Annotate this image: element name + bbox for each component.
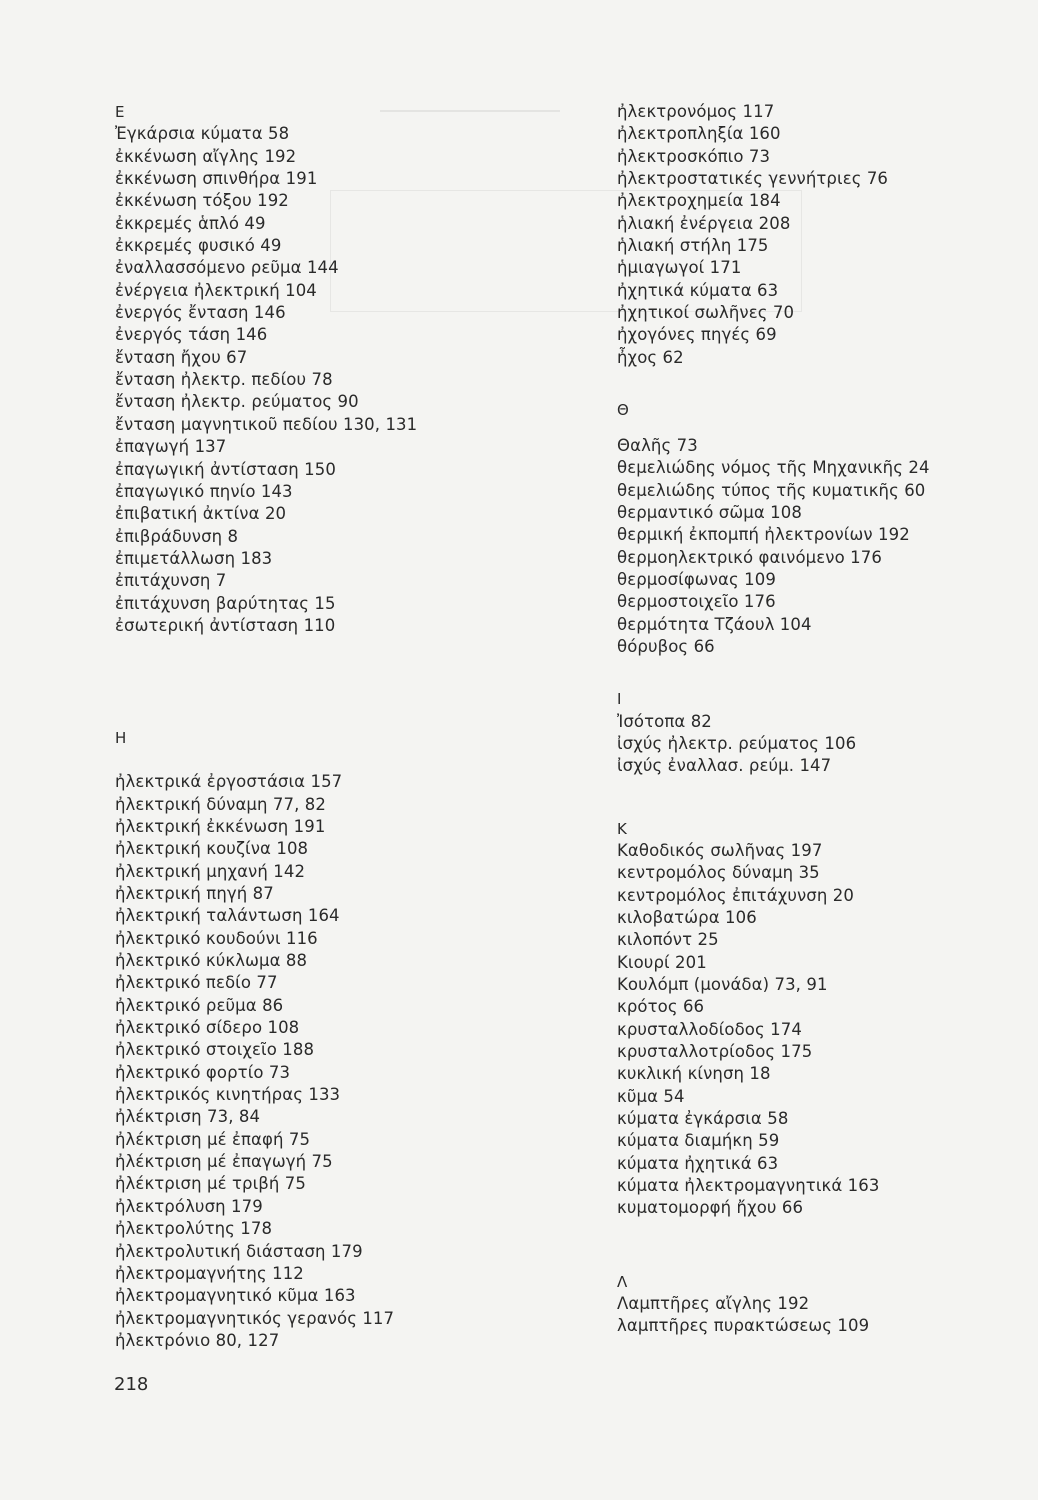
index-entry: ἠλεκτρική ἐκκένωση 191 [115, 816, 326, 836]
right-index-column [617, 101, 1017, 1338]
section-spacer [115, 637, 555, 704]
index-entry: ἠλεκτρονόμος 117 [617, 102, 775, 121]
index-entry: ἠλεκτρικός κινητήρας 133 [115, 1085, 341, 1105]
index-entry: ἐκκένωση τόξου 192 [115, 191, 289, 211]
index-entry: ἠλεκτρικό πεδίο 77 [115, 973, 278, 993]
index-entry: ἐκκρεμές ἁπλό 49 [115, 213, 266, 233]
index-entry: ἠχητικοί σωλῆνες 70 [617, 303, 795, 323]
index-entry: ἰσχύς ἐναλλασ. ρεύμ. 147 [617, 756, 832, 776]
index-entry: ἠλεκτροστατικές γεννήτριες 76 [617, 169, 889, 189]
index-entry: ἔνταση ἤχου 67 [115, 347, 248, 367]
index-entry: κυματομορφή ἤχου 66 [617, 1198, 804, 1218]
index-entry: ἠλεκτρόνιο 80, 127 [115, 1330, 280, 1350]
index-entry: θερμοστοιχεῖο 176 [617, 592, 776, 612]
index-entry: ἠλέκτριση μέ τριβή 75 [115, 1174, 306, 1194]
index-entry: ἠλεκτρική μηχανή 142 [115, 861, 306, 881]
index-entry: κύματα διαμήκη 59 [617, 1131, 780, 1151]
section-k-entries [617, 840, 1017, 1220]
index-entry: κύματα ἠχητικά 63 [617, 1153, 779, 1173]
index-entry: ἔνταση ἠλεκτρ. πεδίου 78 [115, 370, 333, 390]
index-entry: κιλοβατώρα 106 [617, 908, 757, 927]
index-entry: ἰσχύς ἠλεκτρ. ρεύματος 106 [617, 733, 857, 753]
section-spacer [115, 704, 555, 726]
section-i-entries [617, 711, 1017, 778]
index-entry: ἔνταση μαγνητικοῦ πεδίου 130, 131 [115, 414, 418, 434]
index-entry: ἔνταση ἠλεκτρ. ρεύματος 90 [115, 392, 359, 412]
section-spacer [115, 749, 555, 771]
index-entry: ἠλεκτρική ταλάντωση 164 [115, 906, 340, 926]
index-entry: κυκλική κίνηση 18 [617, 1064, 771, 1084]
index-entry: ἐπιτάχυνση βαρύτητας 15 [115, 593, 336, 613]
section-letter-kappa: Κ [617, 819, 627, 838]
section-spacer [617, 778, 1017, 818]
index-entry: θερμική ἐκπομπή ἠλεκτρονίων 192 [617, 525, 910, 545]
index-entry: ἐπιβατική ἀκτίνα 20 [115, 504, 287, 524]
index-entry: ἐπαγωγική ἀντίσταση 150 [115, 459, 336, 479]
index-entry: ἠλεκτρική πηγή 87 [115, 884, 274, 903]
index-entry: κρότος 66 [617, 997, 705, 1017]
index-entry: κύματα ἐγκάρσια 58 [617, 1109, 789, 1129]
index-entry: ἠλεκτρομαγνητικό κῦμα 163 [115, 1286, 356, 1306]
index-entry: ἠλεκτρολυτική διάσταση 179 [115, 1241, 363, 1261]
index-entry: ἐκκένωση σπινθήρα 191 [115, 169, 318, 189]
index-entry: ἐπιβράδυνση 8 [115, 526, 239, 546]
section-e-entries [115, 123, 555, 637]
index-entry: κῦμα 54 [617, 1086, 685, 1106]
index-entry: ἠλεκτροχημεία 184 [617, 191, 781, 211]
index-entry: ἠλέκτριση 73, 84 [115, 1107, 261, 1127]
index-entry: ἠλέκτριση μέ ἐπαφή 75 [115, 1129, 311, 1149]
index-entry: ἐκκένωση αἴγλης 192 [115, 146, 297, 166]
index-entry: λαμπτῆρες πυρακτώσεως 109 [617, 1316, 870, 1336]
index-entry: ἠλεκτρικό σίδερο 108 [115, 1018, 300, 1038]
index-entry: θερμαντικό σῶμα 108 [617, 502, 802, 522]
section-l-entries [617, 1293, 1017, 1338]
index-entry: ἠλεκτρικό στοιχεῖο 188 [115, 1040, 315, 1060]
index-entry: κύματα ἠλεκτρομαγνητικά 163 [617, 1176, 880, 1196]
index-entry: ἠχητικά κύματα 63 [617, 280, 779, 300]
section-letter-eta: Η [115, 728, 127, 747]
index-entry: κεντρομόλος δύναμη 35 [617, 863, 820, 883]
index-entry: ἠλεκτρική κουζίνα 108 [115, 839, 309, 859]
index-entry: ἐσωτερική ἀντίσταση 110 [115, 615, 336, 635]
index-entry: θερμότητα Τζάουλ 104 [617, 614, 812, 634]
index-entry: ἐπαγωγή 137 [115, 437, 227, 457]
index-entry: ἠλεκτρομαγνήτης 112 [115, 1263, 304, 1283]
section-spacer [617, 658, 1017, 688]
index-entry: ἡμιαγωγοί 171 [617, 258, 742, 278]
index-entry: ἠλεκτρομαγνητικός γερανός 117 [115, 1308, 395, 1328]
index-entry: Καθοδικός σωλῆνας 197 [617, 840, 823, 860]
index-entry: Κιουρί 201 [617, 952, 707, 972]
index-entry: ἠλεκτρολύτης 178 [115, 1219, 273, 1239]
index-entry: ἠλεκτρόλυση 179 [115, 1196, 263, 1216]
index-entry: θόρυβος 66 [617, 636, 715, 656]
index-entry: κρυσταλλοτρίοδος 175 [617, 1042, 813, 1062]
index-entry: Λαμπτῆρες αἴγλης 192 [617, 1293, 810, 1313]
index-entry: ἠλεκτρική δύναμη 77, 82 [115, 794, 326, 814]
index-entry: θερμοσίφωνας 109 [617, 569, 776, 589]
index-entry: κεντρομόλος ἐπιτάχυνση 20 [617, 885, 854, 905]
index-entry: ἠλεκτρικό κύκλωμα 88 [115, 951, 308, 971]
index-entry: ἐνέργεια ἠλεκτρική 104 [115, 280, 317, 300]
index-entry: Θαλῆς 73 [617, 435, 698, 455]
index-entry: ἐπιμετάλλωση 183 [115, 548, 273, 568]
section-h-continued-entries [617, 101, 1017, 369]
page-number: 218 [114, 1374, 149, 1395]
section-letter-epsilon: Ε [115, 103, 125, 121]
index-entry: θερμοηλεκτρικό φαινόμενο 176 [617, 547, 882, 567]
section-th-entries [617, 435, 1017, 658]
index-entry: ἠχογόνες πηγές 69 [617, 325, 777, 345]
index-entry: ἐπαγωγικό πηνίο 143 [115, 481, 293, 501]
index-entry: ἠλεκτρικό ρεῦμα 86 [115, 995, 284, 1015]
section-letter-theta: Θ [617, 401, 629, 420]
index-entry: ἦχος 62 [617, 347, 684, 367]
index-entry: Κουλόμπ (μονάδα) 73, 91 [617, 975, 828, 995]
index-entry: Ἰσότοπα 82 [617, 711, 712, 731]
index-entry: ἐναλλασσόμενο ρεῦμα 144 [115, 258, 339, 278]
index-entry: ἐνεργός τάση 146 [115, 325, 268, 345]
index-entry: κιλοπόντ 25 [617, 930, 719, 950]
index-entry: ἠλεκτρικά ἐργοστάσια 157 [115, 772, 343, 792]
section-spacer [617, 1220, 1017, 1265]
section-h-entries [115, 771, 555, 1352]
left-index-column [115, 101, 555, 1352]
section-letter-iota: Ι [617, 690, 622, 709]
index-entry: ἠλέκτριση μέ ἐπαγωγή 75 [115, 1152, 333, 1172]
index-entry: θεμελιώδης νόμος τῆς Μηχανικῆς 24 [617, 458, 930, 478]
index-entry: ἐκκρεμές φυσικό 49 [115, 236, 282, 256]
index-entry: ἡλιακή στήλη 175 [617, 236, 769, 256]
section-spacer [617, 422, 1017, 435]
index-entry: ἠλεκτρικό κουδούνι 116 [115, 928, 318, 948]
section-spacer [617, 369, 1017, 391]
index-entry: Ἐγκάρσια κύματα 58 [115, 124, 290, 144]
index-entry: ἡλιακή ἐνέργεια 208 [617, 213, 791, 233]
index-entry: θεμελιώδης τύπος τῆς κυματικῆς 60 [617, 480, 926, 500]
index-entry: ἐνεργός ἔνταση 146 [115, 303, 286, 323]
index-entry: ἠλεκτροσκόπιο 73 [617, 146, 771, 166]
index-entry: ἠλεκτρικό φορτίο 73 [115, 1062, 291, 1082]
index-entry: ἐπιτάχυνση 7 [115, 571, 227, 591]
index-entry: κρυσταλλοδίοδος 174 [617, 1019, 802, 1039]
section-letter-lambda: Λ [617, 1272, 628, 1291]
index-entry: ἠλεκτροπληξία 160 [617, 124, 781, 144]
